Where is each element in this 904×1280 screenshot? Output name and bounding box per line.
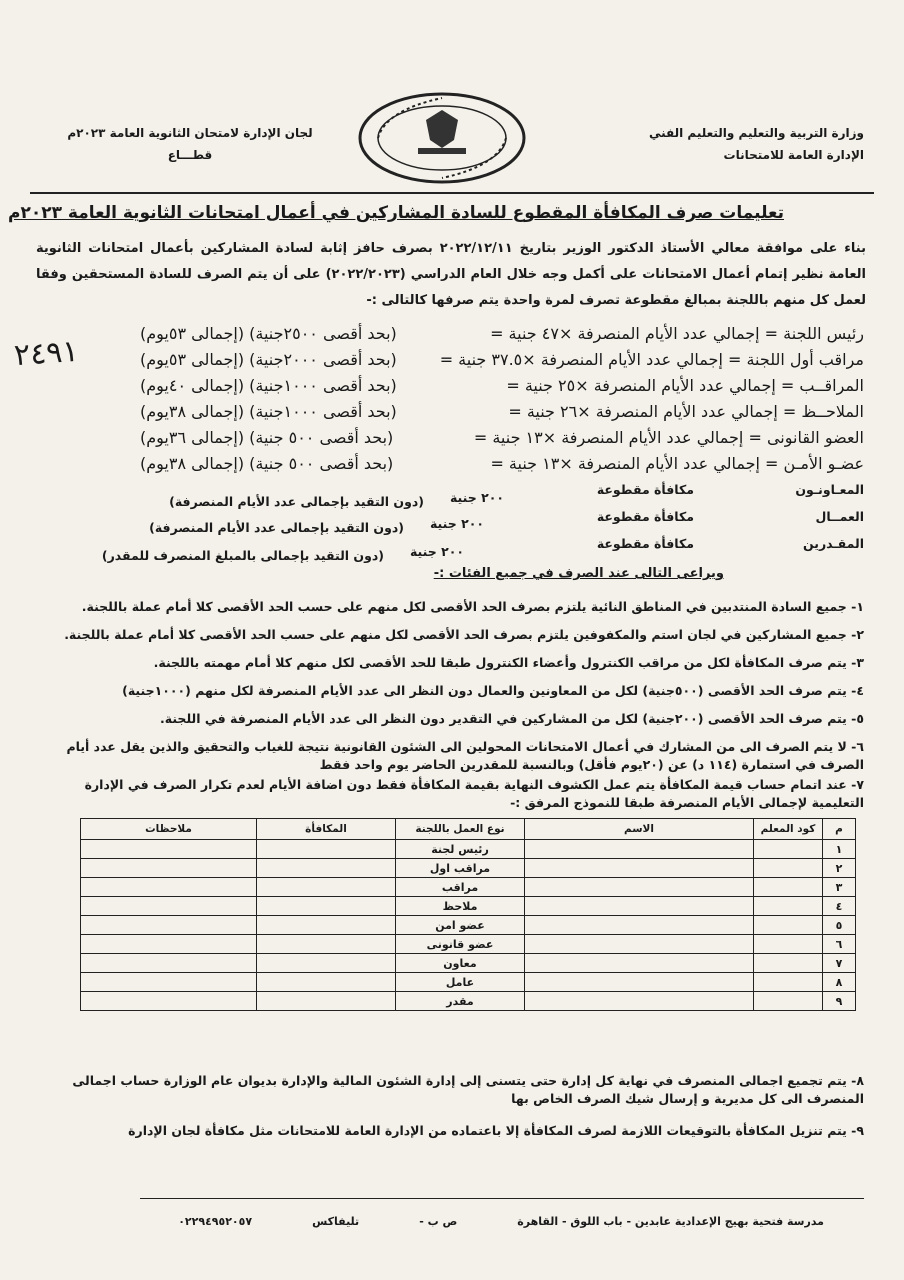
footer-fax-label: تليفاكس [312, 1215, 360, 1228]
table-header-row [81, 819, 856, 840]
sector-label: قطـــاع [167, 148, 213, 162]
rule-item: ٣- يتم صرف المكافأة لكل من مراقب الكنترول وأعضاء الكنترول طبقا للحد الأقصى لكل منهم كلا أمام مهمته باللجنة. [153, 655, 864, 670]
closing-item: ٨- يتم تجميع اجمالى المنصرف في نهاية كل إدارة حتى يتسنى إلى إدارة الشئون المالية والإدارة بديوان عام الوزارة حساب اجمالى المنصرف الى كل مديرية و إرسال شيك الصرف الخاص بها [72, 1073, 864, 1106]
row-number: ٣ [823, 878, 856, 897]
table-row [81, 840, 856, 859]
row-role: مراقب [396, 878, 525, 897]
rule-item: ٧- عند اتمام حساب قيمة المكافأة يتم عمل الكشوف النهاية بقيمة المكافأة فقط دون اضافة الأيام لعدم تكرار الصرف في الإدارة التعليمية لإجمالى الأيام المنصرفة طبقا للنموذج المرفق :- [84, 777, 864, 810]
rate-role: الملاحــظ = إجمالي عدد الأيام المنصرفة ×٢٦ جنية = [508, 402, 864, 421]
lump-amount: ٢٠٠ جنية [409, 544, 464, 559]
rate-limit: (بحد أقصى ٥٠٠ جنية) (إجمالى ٣٦يوم) [140, 428, 394, 447]
rate-role: مراقب أول اللجنة = إجمالي عدد الأيام المنصرفة ×٣٧.٥ جنية = [439, 350, 864, 369]
rate-role: رئيس اللجنة = إجمالي عدد الأيام المنصرفة ×٤٧ جنية = [490, 324, 864, 343]
footer-pobox: ص ب - [419, 1215, 458, 1228]
row-role: عامل [396, 973, 525, 992]
row-number: ١ [823, 840, 856, 859]
page-title: تعليمات صرف المكافأة المقطوع للسادة المشاركين في أعمال امتحانات الثانوية العامة ٢٠٢٣م [8, 203, 784, 223]
table-row [81, 973, 856, 992]
lump-condition: (دون التقيد بإجمالى بالمبلغ المنصرف للمقدر) [101, 548, 384, 563]
lump-amount: ٢٠٠ جنية [429, 516, 484, 531]
row-number: ٩ [823, 992, 856, 1011]
col-header: كود المعلم [754, 819, 823, 840]
rule-item: ٥- يتم صرف الحد الأقصى (٢٠٠جنية) لكل من المشاركين في التقدير دون النظر الى عدد الأيام المنصرفة في اللجنة. [160, 711, 864, 726]
row-number: ٢ [823, 859, 856, 878]
lump-type: مكافأة مقطوعة [596, 482, 694, 497]
row-role: عضو قانونى [396, 935, 525, 954]
rate-role: المراقــب = إجمالي عدد الأيام المنصرفة ×٢٥ جنية = [506, 376, 864, 395]
table-row [81, 954, 856, 973]
closing-item: ٩- يتم تنزيل المكافأة بالتوقيعات اللازمة لصرف المكافأة إلا باعتماده من الإدارة العامة للامتحانات مثل مكافأة لجان الإدارة [128, 1123, 864, 1138]
rule-item: ٦- لا يتم الصرف الى من المشارك في أعمال الامتحانات المحولين الى الشئون القانونية نتيجة للغياب والتحقيق والذين يقل عدد أيام الصرف في استمارة (١١٤ د) عن (٢٠يوم فأقل) وبالنسبة للمقدرين الحاضر يوم واحد فقط [66, 739, 864, 772]
footer [178, 1215, 824, 1228]
footer-fax: ٠٢٢٩٤٩٥٢٠٥٧ [178, 1215, 253, 1228]
rate-limit: (بحد أقصى ٢٥٠٠جنية) (إجمالى ٥٣يوم) [140, 324, 397, 343]
footer-address: مدرسة فتحية بهيج الإعدادية عابدين - باب اللوق - القاهرة [517, 1215, 824, 1228]
lump-type: مكافأة مقطوعة [596, 509, 694, 524]
lump-role: المعـاونـون [795, 482, 864, 497]
lump-amount: ٢٠٠ جنية [449, 490, 504, 505]
ministry-name: وزارة التربية والتعليم والتعليم الفني [648, 126, 864, 140]
row-role: ملاحظ [396, 897, 525, 916]
footer-divider [140, 1198, 864, 1199]
lump-role: المقـدرين [803, 536, 864, 551]
col-header: ملاحظات [81, 819, 257, 840]
row-role: معاون [396, 954, 525, 973]
notes-heading: ويراعى التالى عند الصرف في جميع الفئات :- [433, 566, 724, 581]
department-name: الإدارة العامة للامتحانات [723, 148, 864, 162]
row-number: ٧ [823, 954, 856, 973]
lump-role: العمــال [815, 509, 864, 524]
table-row [81, 916, 856, 935]
row-number: ٦ [823, 935, 856, 954]
table-row [81, 992, 856, 1011]
rate-limit: (بحد أقصى ٢٠٠٠جنية) (إجمالى ٥٣يوم) [140, 350, 397, 369]
lump-type: مكافأة مقطوعة [596, 536, 694, 551]
header-divider [30, 192, 874, 194]
intro-paragraph: بناء على موافقة معالي الأستاذ الدكتور الوزير بتاريخ ٢٠٢٢/١٢/١١ بصرف حافز إثابة لسادة المشاركين بأعمال امتحانات الثانوية العامة نظير إتمام أعمال الامتحانات على أكمل وجه خلال العام الدراسي (٢٠٢٢/٢٠٢٣) على أن يتم الصرف للسادة المستحقين وفقا لعمل كل منهم باللجنة بمبالغ مقطوعة تصرف لمرة واحدة يتم صرفها كالتالى :- [36, 241, 866, 308]
lump-condition: (دون التقيد بإجمالى عدد الأيام المنصرفة) [149, 520, 404, 535]
committees-name: لجان الإدارة لامتحان الثانوية العامة ٢٠٢٣م [67, 126, 313, 140]
rate-limit: (بحد أقصى ١٠٠٠جنية) (إجمالى ٣٨يوم) [140, 402, 397, 421]
table-row [81, 935, 856, 954]
lump-condition: (دون التقيد بإجمالى عدد الأيام المنصرفة) [169, 494, 424, 509]
row-number: ٤ [823, 897, 856, 916]
payment-form-table [80, 818, 856, 1011]
header-ministry-block [649, 122, 864, 166]
table-row [81, 859, 856, 878]
handwritten-number: ٢٤٩١ [12, 333, 80, 374]
col-header: الاسم [525, 819, 754, 840]
table-row [81, 878, 856, 897]
row-number: ٨ [823, 973, 856, 992]
rate-role: العضو القانونى = إجمالي عدد الأيام المنصرفة ×١٣ جنية = [473, 428, 864, 447]
row-role: رئيس لجنة [396, 840, 525, 859]
col-header: م [823, 819, 856, 840]
table-row [81, 897, 856, 916]
lump-sum-list [40, 482, 864, 562]
row-role: عضو امن [396, 916, 525, 935]
rule-item: ٤- يتم صرف الحد الأقصى (٥٠٠جنية) لكل من المعاونين والعمال دون النظر الى عدد الأيام المنصرفة لكل منهم (١٠٠٠جنية) [122, 683, 864, 698]
header-committee-block [40, 122, 340, 166]
rate-limit: (بحد أقصى ١٠٠٠جنية) (إجمالى ٤٠يوم) [140, 376, 397, 395]
row-role: مراقب اول [396, 859, 525, 878]
rate-role: عضـو الأمـن = إجمالي عدد الأيام المنصرفة ×١٣ جنية = [490, 454, 864, 473]
rule-item: ١- جميع السادة المنتدبين في المناطق النائية يلتزم بصرف الحد الأقصى لكل منهم على حسب الحد الأقصى كلا أمام عملة باللجنة. [81, 599, 864, 614]
rule-item: ٢- جميع المشاركين في لجان استم والمكفوفين يلتزم بصرف الحد الأقصى لكل منهم على حسب الحد الأقصى كلا أمام عملة باللجنة. [64, 627, 864, 642]
rate-limit: (بحد أقصى ٥٠٠ جنية) (إجمالى ٣٨يوم) [140, 454, 394, 473]
row-number: ٥ [823, 916, 856, 935]
ministry-seal-icon [356, 90, 528, 186]
rates-list [40, 324, 864, 508]
row-role: مقدر [396, 992, 525, 1011]
col-header: نوع العمل باللجنة [396, 819, 525, 840]
col-header: المكافأة [257, 819, 396, 840]
